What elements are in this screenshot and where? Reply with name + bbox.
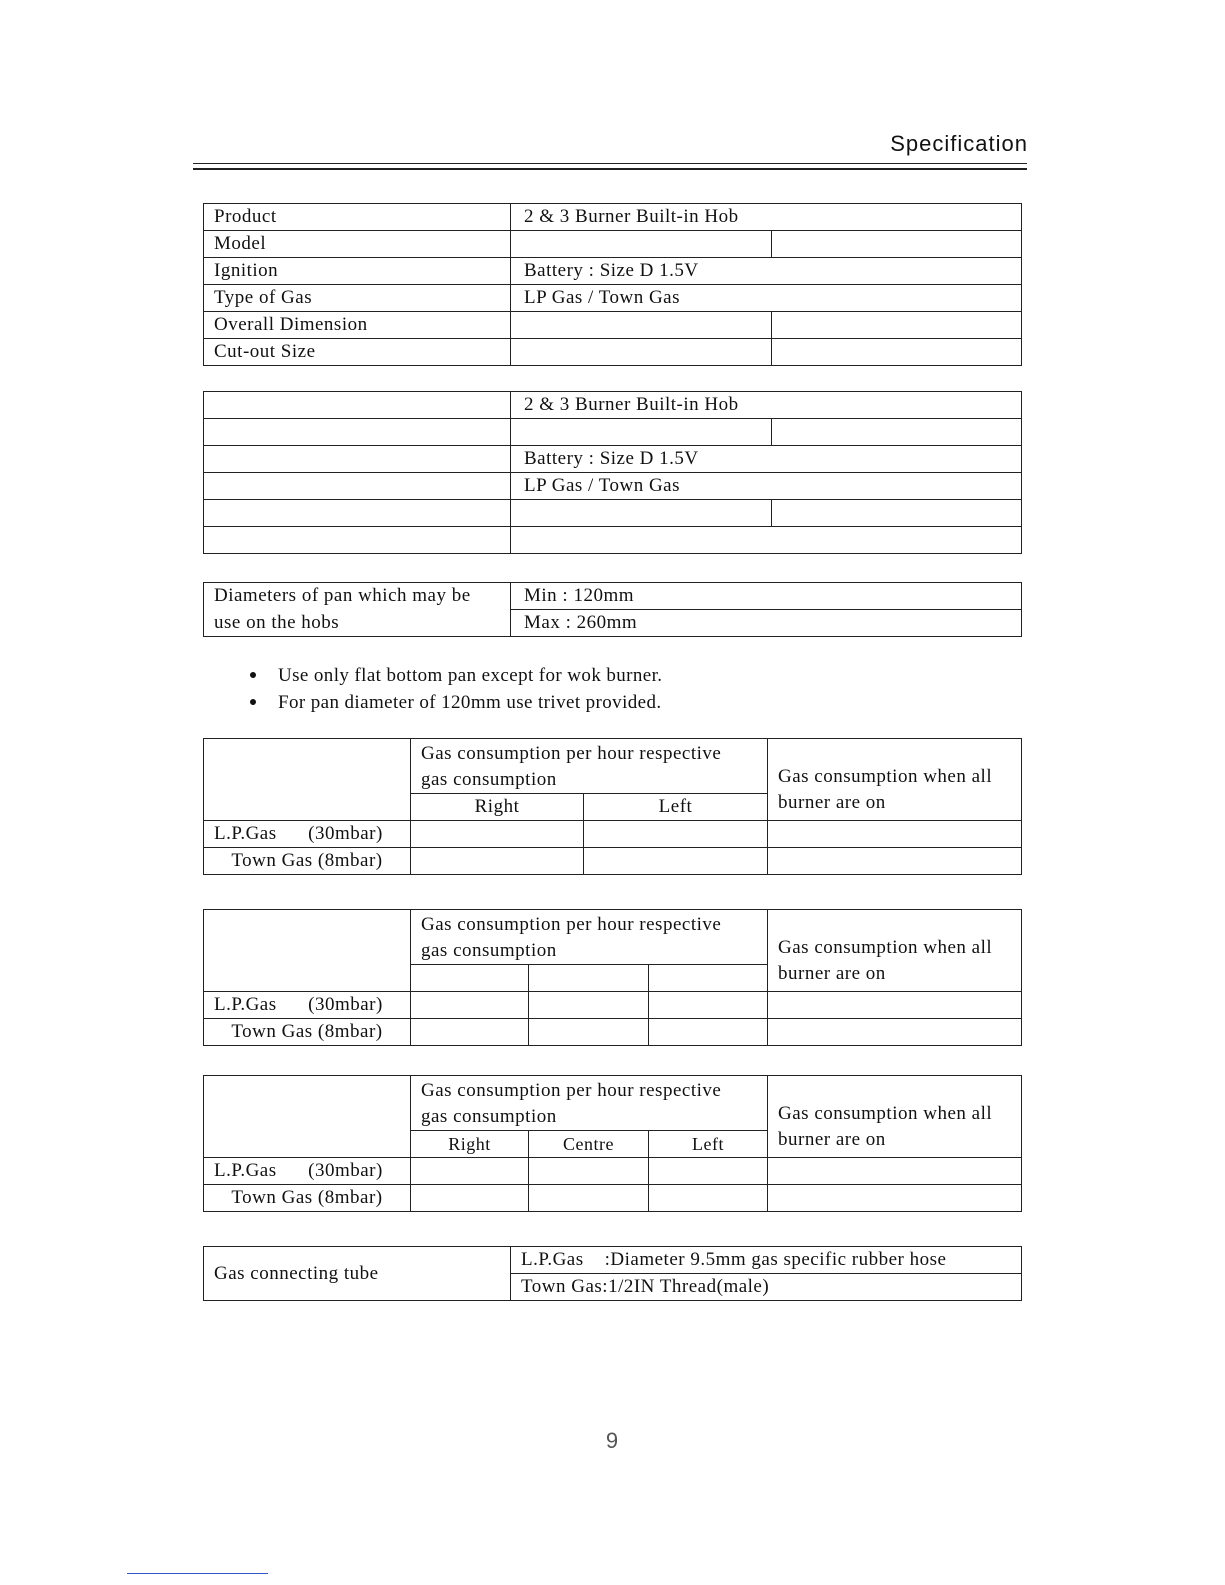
spec-label: Product: [204, 204, 511, 231]
spec-value: [772, 231, 1022, 258]
all-burners-line2: burner are on: [778, 1128, 886, 1150]
spec-value: 2 & 3 Burner Built-in Hob: [511, 204, 1022, 231]
spec-label: Overall Dimension: [204, 312, 511, 339]
gas-header: [411, 910, 768, 965]
col-burner-3: [649, 965, 768, 992]
spec-value: LP Gas / Town Gas: [511, 285, 1022, 312]
gas-header-line2: gas consumption: [421, 940, 557, 961]
spec-value: 2 & 3 Burner Built-in Hob: [511, 392, 1022, 419]
tube-lp-gas: L.P.Gas :Diameter 9.5mm gas specific rubber hose: [511, 1247, 1022, 1274]
spec-value: [511, 339, 772, 366]
gas-header-line2: gas consumption: [421, 769, 557, 790]
bullet-icon: [250, 672, 256, 678]
all-burners-line1: Gas consumption when all: [778, 1102, 993, 1124]
row-town-gas: Town Gas (8mbar): [204, 1185, 411, 1212]
note-text: Use only flat bottom pan except for wok burner.: [278, 665, 663, 686]
spec-label: [204, 473, 511, 500]
tube-town-gas: Town Gas:1/2IN Thread(male): [511, 1274, 1022, 1301]
spec-value: [772, 339, 1022, 366]
list-item: [250, 689, 662, 716]
col-centre: Centre: [529, 1131, 649, 1158]
spec-value: LP Gas / Town Gas: [511, 473, 1022, 500]
gas-header-line1: Gas consumption per hour respective: [421, 1080, 722, 1101]
pan-label-line1: Diameters of pan which may be: [204, 583, 511, 610]
all-burners-line1: Gas consumption when all: [778, 765, 993, 787]
all-burners-header: [768, 739, 1022, 821]
page-number: 9: [605, 1428, 619, 1453]
row-town-gas: Town Gas (8mbar): [204, 1019, 411, 1046]
row-lp-gas: L.P.Gas (30mbar): [204, 992, 411, 1019]
notes-list: [250, 662, 662, 716]
all-burners-header: [768, 1076, 1022, 1158]
spec-value: [772, 500, 1022, 527]
spec-label: [204, 392, 511, 419]
gas-consumption-table-2: [203, 909, 1022, 1046]
spec-value: [772, 419, 1022, 446]
spec-value: [511, 500, 772, 527]
spec-label: Model: [204, 231, 511, 258]
pan-max-value: Max : 260mm: [511, 610, 1022, 637]
spec-label: [204, 527, 511, 554]
gas-consumption-table-1: [203, 738, 1022, 875]
col-right: Right: [411, 794, 584, 821]
spec-value: [511, 527, 1022, 554]
spec-table-2: [203, 391, 1022, 554]
all-burners-header: [768, 910, 1022, 992]
note-text: For pan diameter of 120mm use trivet provided.: [278, 692, 662, 713]
pan-min-value: Min : 120mm: [511, 583, 1022, 610]
col-left: Left: [584, 794, 768, 821]
col-burner-2: [529, 965, 649, 992]
pan-label-line2: use on the hobs: [204, 610, 511, 637]
spec-value: [772, 312, 1022, 339]
spec-value: [511, 419, 772, 446]
spec-label: [204, 419, 511, 446]
spec-value: Battery : Size D 1.5V: [511, 446, 1022, 473]
spec-label: Cut-out Size: [204, 339, 511, 366]
col-burner-1: [411, 965, 529, 992]
gas-header-line1: Gas consumption per hour respective: [421, 743, 722, 764]
spec-value: [511, 231, 772, 258]
footer-link-underline: [127, 1573, 268, 1574]
spec-label: [204, 500, 511, 527]
spec-label: [204, 446, 511, 473]
all-burners-line2: burner are on: [778, 962, 886, 984]
bullet-icon: [250, 699, 256, 705]
page-title: Specification: [890, 131, 1028, 156]
spec-value: [511, 312, 772, 339]
spec-label: Ignition: [204, 258, 511, 285]
all-burners-line1: Gas consumption when all: [778, 936, 993, 958]
row-town-gas: Town Gas (8mbar): [204, 848, 411, 875]
row-lp-gas: L.P.Gas (30mbar): [204, 1158, 411, 1185]
empty-header-cell: [204, 910, 411, 992]
all-burners-line2: burner are on: [778, 791, 886, 813]
row-lp-gas: L.P.Gas (30mbar): [204, 821, 411, 848]
tube-label: Gas connecting tube: [204, 1247, 511, 1301]
gas-tube-table: [203, 1246, 1022, 1301]
spec-label: Type of Gas: [204, 285, 511, 312]
spec-value: Battery : Size D 1.5V: [511, 258, 1022, 285]
col-right: Right: [411, 1131, 529, 1158]
col-left: Left: [649, 1131, 768, 1158]
header-rule-thick: [193, 168, 1027, 170]
empty-header-cell: [204, 739, 411, 821]
empty-header-cell: [204, 1076, 411, 1158]
gas-header: [411, 739, 768, 794]
gas-header: [411, 1076, 768, 1131]
list-item: [250, 662, 662, 689]
gas-consumption-table-3: [203, 1075, 1022, 1212]
spec-table-1: [203, 203, 1022, 366]
header-rule-thin: [193, 163, 1027, 164]
pan-diameter-table: [203, 582, 1022, 637]
gas-header-line1: Gas consumption per hour respective: [421, 914, 722, 935]
gas-header-line2: gas consumption: [421, 1106, 557, 1127]
